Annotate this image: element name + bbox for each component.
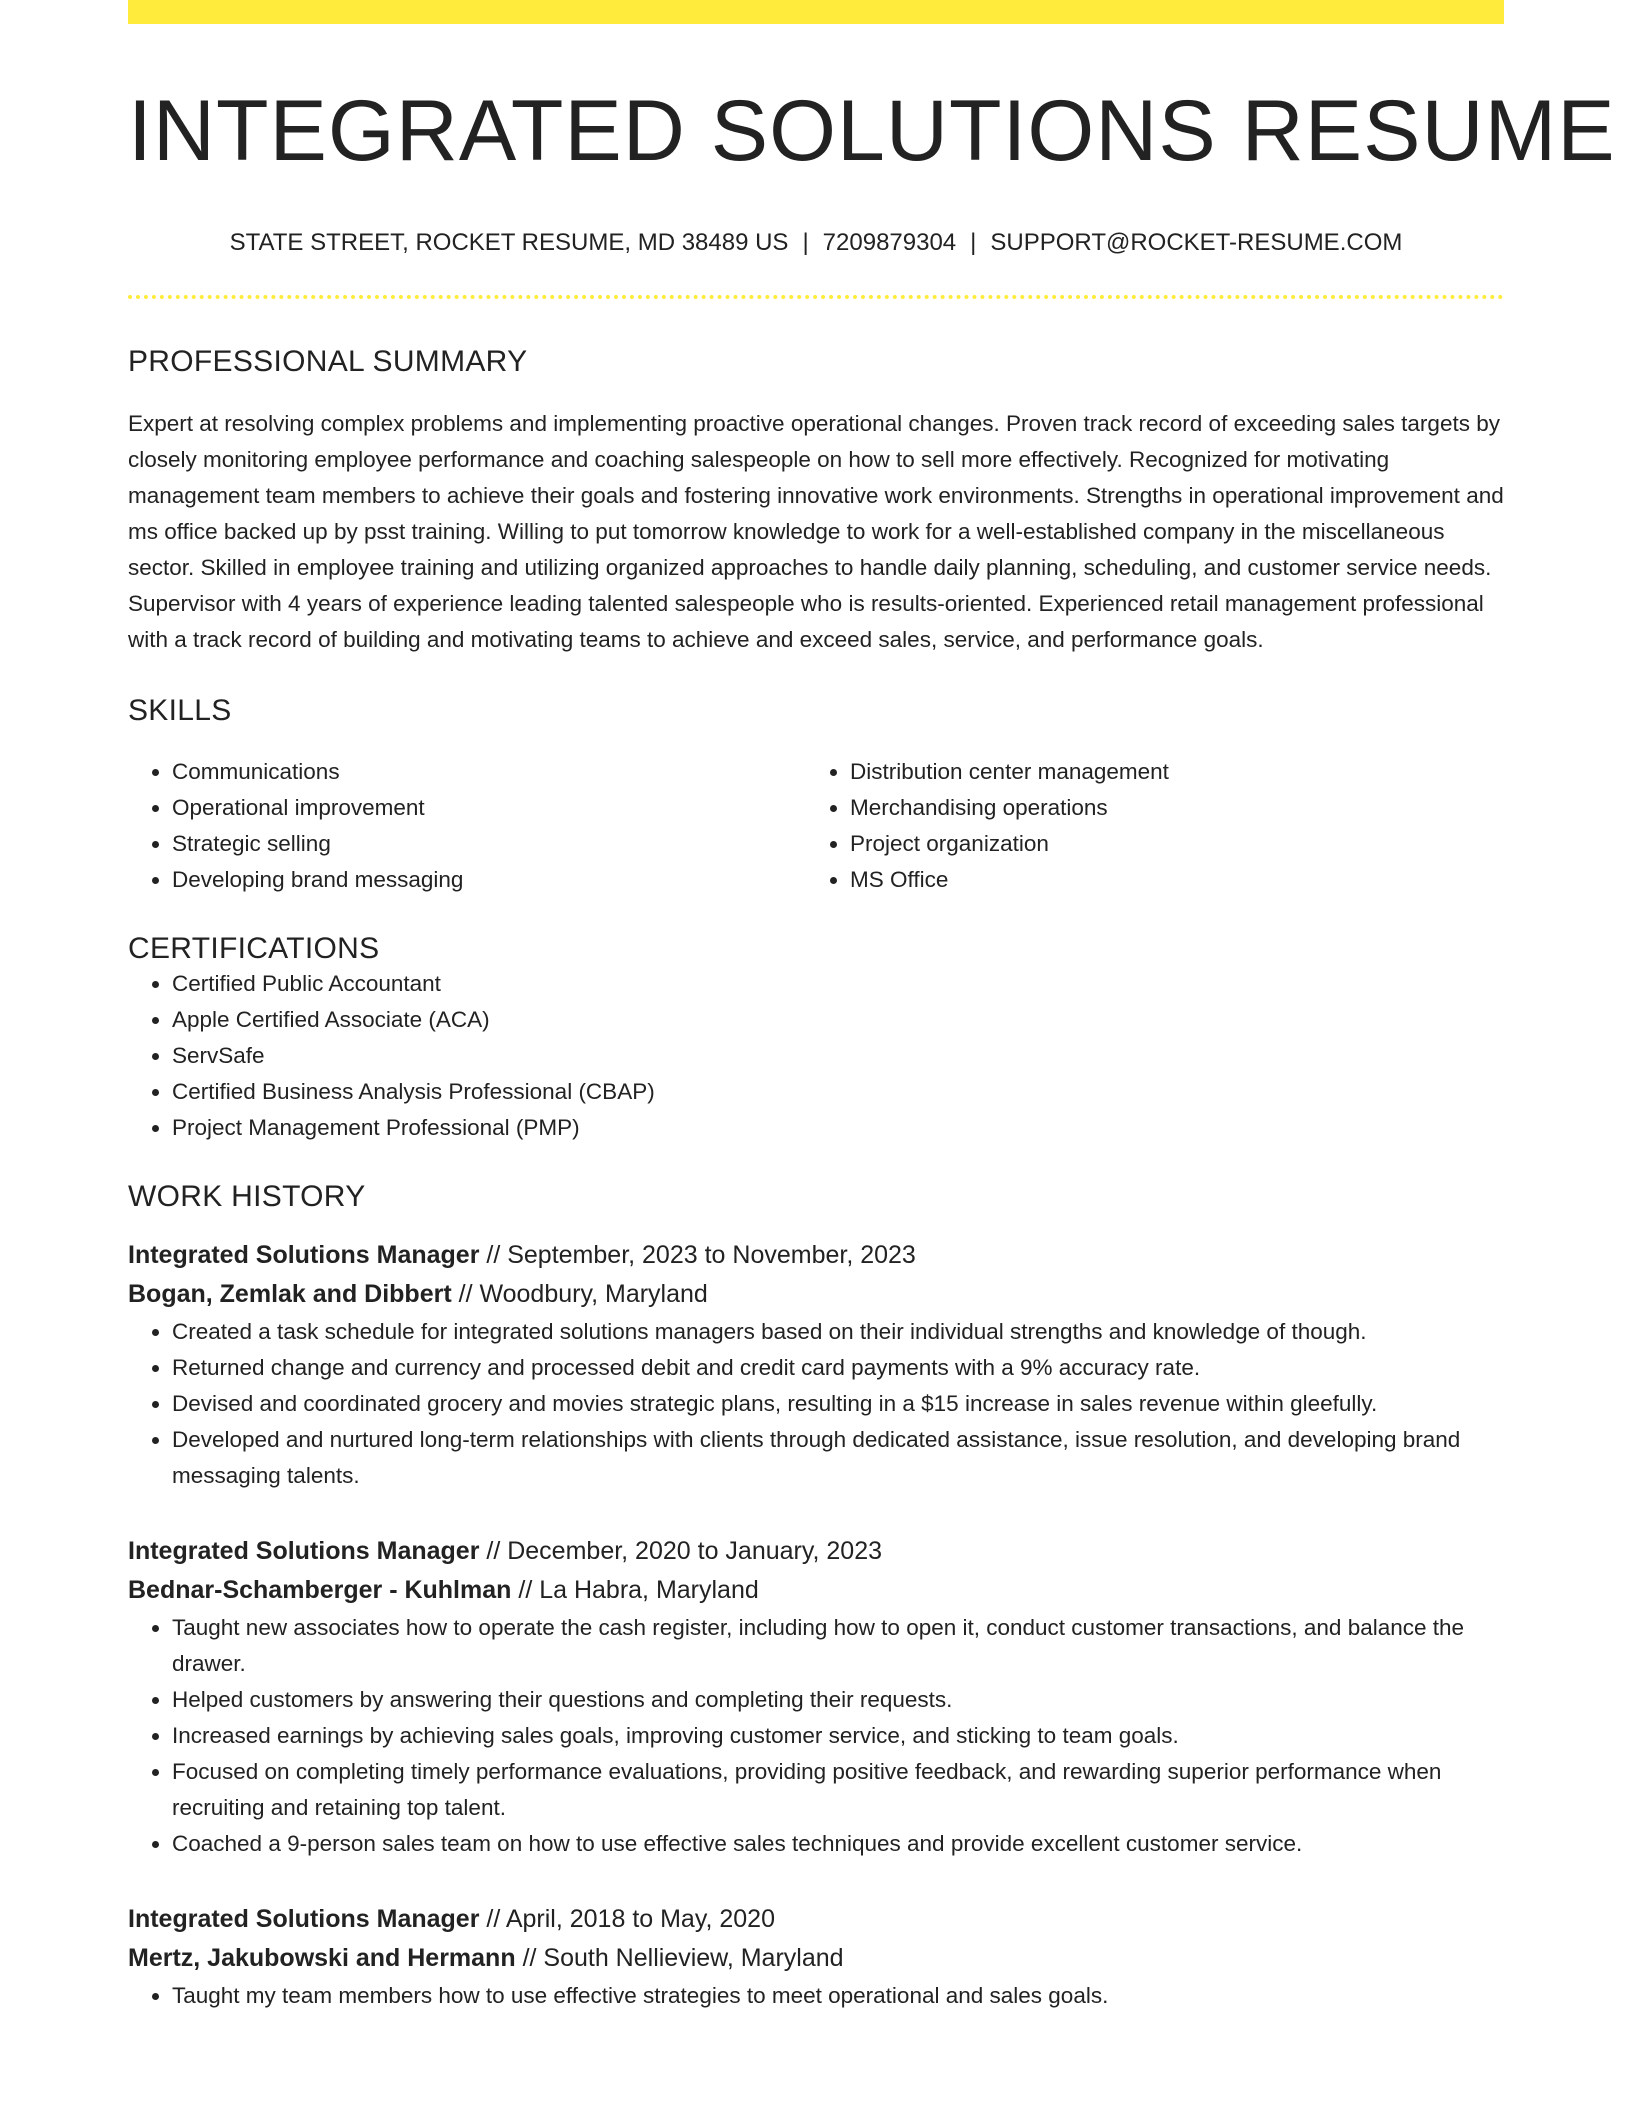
contact-email: SUPPORT@ROCKET-RESUME.COM xyxy=(990,228,1403,256)
job-dates: // December, 2020 to January, 2023 xyxy=(486,1536,883,1565)
job-company: Mertz, Jakubowski and Hermann xyxy=(128,1943,516,1972)
job-company-line xyxy=(128,1275,1504,1314)
job-duty: • Devised and coordinated grocery and movies strategic plans, resulting in a $15 increase in sales revenue within gleefully. xyxy=(172,1386,1504,1422)
skill-item: • Operational improvement xyxy=(172,790,806,826)
job-entry xyxy=(128,1236,1504,1494)
certification-item: • Project Management Professional (PMP) xyxy=(172,1110,1504,1146)
accent-bar xyxy=(128,0,1504,24)
skills-column-right xyxy=(806,754,1484,898)
contact-separator: | xyxy=(970,228,977,256)
resume-title: INTEGRATED SOLUTIONS RESUME xyxy=(128,83,1616,179)
job-duty: • Helped customers by answering their questions and completing their requests. xyxy=(172,1682,1504,1718)
job-location: // Woodbury, Maryland xyxy=(458,1279,708,1308)
job-duty: • Taught new associates how to operate the cash register, including how to open it, conduct customer transactions, and balance the drawer. xyxy=(172,1610,1504,1682)
contact-separator: | xyxy=(802,228,809,256)
skills-list-right xyxy=(806,754,1484,898)
work-history-heading: WORK HISTORY xyxy=(128,1179,366,1213)
certification-item: • Apple Certified Associate (ACA) xyxy=(172,1002,1504,1038)
job-duty: • Focused on completing timely performance evaluations, providing positive feedback, and rewarding superior performance when recruiting and retaining top talent. xyxy=(172,1754,1504,1826)
job-role: Integrated Solutions Manager xyxy=(128,1904,480,1933)
skills-heading: SKILLS xyxy=(128,693,232,727)
job-role-line xyxy=(128,1236,1504,1275)
skill-item: • Distribution center management xyxy=(850,754,1484,790)
certifications-heading: CERTIFICATIONS xyxy=(128,931,380,965)
job-location: // South Nellieview, Maryland xyxy=(522,1943,844,1972)
certification-item: • Certified Business Analysis Professional (CBAP) xyxy=(172,1074,1504,1110)
job-duty: • Increased earnings by achieving sales goals, improving customer service, and sticking to team goals. xyxy=(172,1718,1504,1754)
job-company-line xyxy=(128,1939,1504,1978)
job-duties-list xyxy=(128,1978,1504,2014)
job-entry xyxy=(128,1532,1504,1862)
job-location: // La Habra, Maryland xyxy=(518,1575,759,1604)
job-dates: // April, 2018 to May, 2020 xyxy=(486,1904,775,1933)
job-duty: • Returned change and currency and processed debit and credit card payments with a 9% accuracy rate. xyxy=(172,1350,1504,1386)
job-duty: • Taught my team members how to use effective strategies to meet operational and sales goals. xyxy=(172,1978,1504,2014)
skill-item: • Developing brand messaging xyxy=(172,862,806,898)
job-duty: • Coached a 9-person sales team on how to use effective sales techniques and provide excellent customer service. xyxy=(172,1826,1504,1862)
skill-item: • Project organization xyxy=(850,826,1484,862)
skills-column-left xyxy=(128,754,806,898)
skill-item: • Strategic selling xyxy=(172,826,806,862)
certification-item: • ServSafe xyxy=(172,1038,1504,1074)
job-role-line xyxy=(128,1532,1504,1571)
job-company: Bogan, Zemlak and Dibbert xyxy=(128,1279,452,1308)
contact-line xyxy=(128,229,1504,257)
resume-page xyxy=(128,0,1616,2014)
job-company: Bednar-Schamberger - Kuhlman xyxy=(128,1575,512,1604)
job-dates: // September, 2023 to November, 2023 xyxy=(486,1240,916,1269)
job-role: Integrated Solutions Manager xyxy=(128,1536,480,1565)
skill-item: • Communications xyxy=(172,754,806,790)
skills-grid xyxy=(128,754,1504,898)
job-duties-list xyxy=(128,1314,1504,1494)
job-role: Integrated Solutions Manager xyxy=(128,1240,480,1269)
header-divider xyxy=(128,295,1504,299)
summary-text: Expert at resolving complex problems and implementing proactive operational changes. Proven track record of exceeding sales targets by closely monitoring employee performance and coaching salespeople on how to sell more effectively. Recognized for motivating management team members to achieve their goals and fostering innovative work environments. Strengths in operational improvement and ms office backed up by psst training. Willing to put tomorrow knowledge to work for a well-established company in the miscellaneous sector. Skilled in employee training and utilizing organized approaches to handle daily planning, scheduling, and customer service needs. Supervisor with 4 years of experience leading talented salespeople who is results-oriented. Experienced retail management professional with a track record of building and motivating teams to achieve and exceed sales, service, and performance goals. xyxy=(128,410,1504,652)
job-duty: • Developed and nurtured long-term relationships with clients through dedicated assistance, issue resolution, and developing brand messaging talents. xyxy=(172,1422,1504,1494)
job-duties-list xyxy=(128,1610,1504,1862)
certification-item: • Certified Public Accountant xyxy=(172,966,1504,1002)
certifications-list xyxy=(128,966,1504,1146)
skill-item: • MS Office xyxy=(850,862,1484,898)
skills-list-left xyxy=(128,754,806,898)
job-duty: • Created a task schedule for integrated solutions managers based on their individual strengths and knowledge of though. xyxy=(172,1314,1504,1350)
contact-address: STATE STREET, ROCKET RESUME, MD 38489 US xyxy=(229,228,789,256)
job-company-line xyxy=(128,1571,1504,1610)
summary-heading: PROFESSIONAL SUMMARY xyxy=(128,344,528,378)
contact-phone: 7209879304 xyxy=(822,228,957,256)
skill-item: • Merchandising operations xyxy=(850,790,1484,826)
job-entry xyxy=(128,1900,1504,2014)
job-role-line xyxy=(128,1900,1504,1939)
